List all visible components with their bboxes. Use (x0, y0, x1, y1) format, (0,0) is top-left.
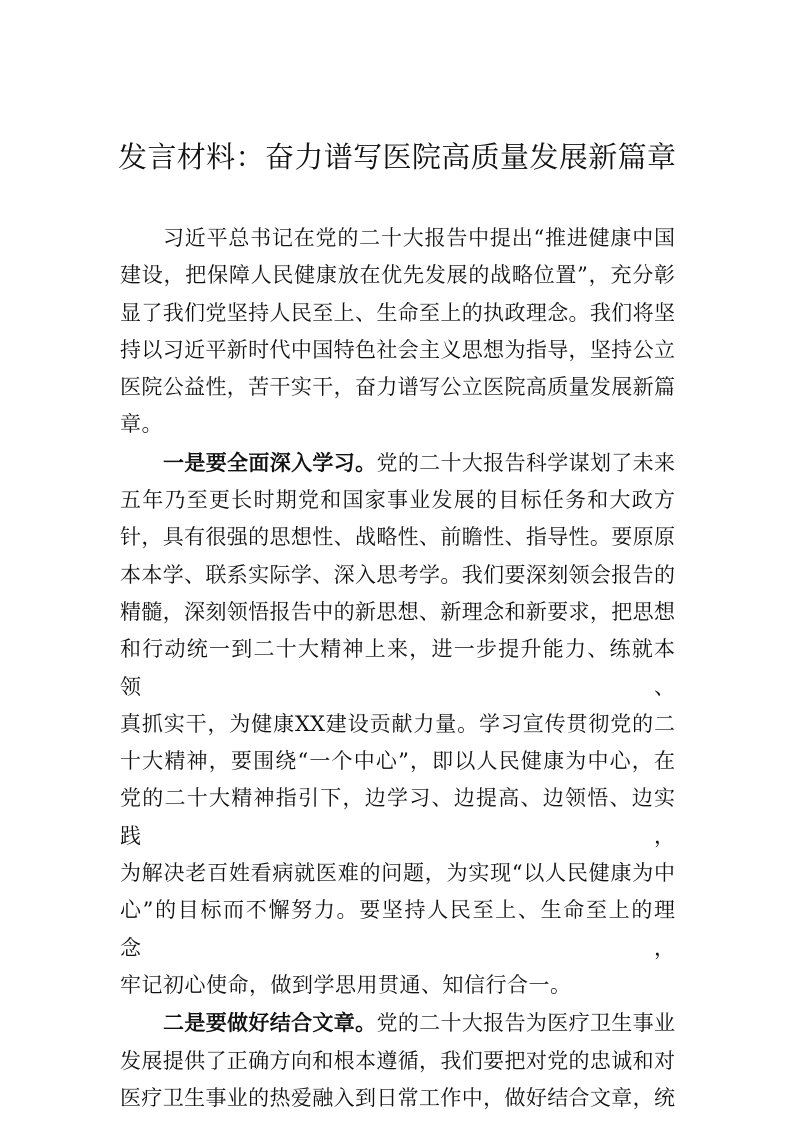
text-line (120, 369, 675, 406)
line-text: 为解决老百姓看病就医难的问题，为实现“以人民健康为中 (120, 861, 675, 886)
text-line (120, 631, 675, 706)
document-body (120, 220, 675, 1117)
text-line (120, 706, 675, 743)
text-line (120, 855, 675, 892)
line-text: 显了我们党坚持人民至上、生命至上的执政理念。我们将坚 (120, 300, 675, 325)
line-text: 党的二十大报告科学谋划了未来 (376, 450, 676, 475)
text-line (120, 1004, 675, 1042)
line-text: 建设，把保障人民健康放在优先发展的战略位置”，充分彰 (120, 263, 675, 288)
paragraph (120, 444, 675, 1004)
line-text: 本本学、联系实际学、深入思考学。我们要深刻领会报告的 (120, 562, 675, 587)
paragraph-lead-heading: 二是要做好结合文章。 (163, 1010, 377, 1036)
text-line (120, 557, 675, 594)
text-line (120, 519, 675, 556)
line-text: 精髓，深刻领悟报告中的新思想、新理念和新要求，把思想 (120, 599, 675, 624)
paragraph-lead-heading: 一是要全面深入学习。 (163, 449, 377, 475)
line-text: 针，具有很强的思想性、战略性、前瞻性、指导性。要原原 (120, 525, 675, 550)
text-line (120, 482, 675, 519)
text-line (120, 967, 675, 1004)
text-line (120, 892, 675, 967)
line-text: 持以习近平新时代中国特色社会主义思想为指导，坚持公立 (120, 337, 675, 362)
line-text: 五年乃至更长时期党和国家事业发展的目标任务和大政方 (120, 488, 675, 513)
line-text: 和行动统一到二十大精神上来，进一步提升能力、练就本领、 (120, 637, 675, 699)
text-line (120, 332, 675, 369)
document-title: 发言材料：奋力谱写医院高质量发展新篇章 (118, 140, 676, 174)
text-line (120, 257, 675, 294)
line-text: 真抓实干，为健康XX建设贡献力量。学习宣传贯彻党的二 (120, 711, 675, 736)
text-line (120, 1080, 675, 1117)
line-text: 党的二十大精神指引下，边学习、边提高、边领悟、边实践， (120, 786, 675, 848)
line-text: 发展提供了正确方向和根本遵循，我们要把对党的忠诚和对 (120, 1048, 675, 1073)
text-line (120, 780, 675, 855)
line-text: 章。 (120, 412, 163, 437)
line-text: 党的二十大报告为医疗卫生事业 (376, 1011, 676, 1036)
text-line (120, 444, 675, 482)
line-text: 十大精神，要围绕“一个中心”，即以人民健康为中心，在 (120, 749, 675, 774)
line-text: 习近平总书记在党的二十大报告中提出“推进健康中国 (163, 226, 675, 250)
line-text: 心”的目标而不懈努力。要坚持人民至上、生命至上的理念， (120, 898, 675, 960)
text-line (120, 406, 675, 443)
line-text: 医院公益性，苦干实干，奋力谱写公立医院高质量发展新篇 (120, 375, 675, 400)
paragraph (120, 1004, 675, 1117)
text-line (120, 295, 675, 332)
text-line (120, 743, 675, 780)
text-line (120, 1043, 675, 1080)
line-text: 牢记初心使命，做到学思用贯通、知信行合一。 (120, 972, 572, 997)
text-line (120, 220, 675, 257)
text-line (120, 594, 675, 631)
line-text: 医疗卫生事业的热爱融入到日常工作中，做好结合文章，统 (120, 1085, 675, 1110)
paragraph (120, 220, 675, 444)
